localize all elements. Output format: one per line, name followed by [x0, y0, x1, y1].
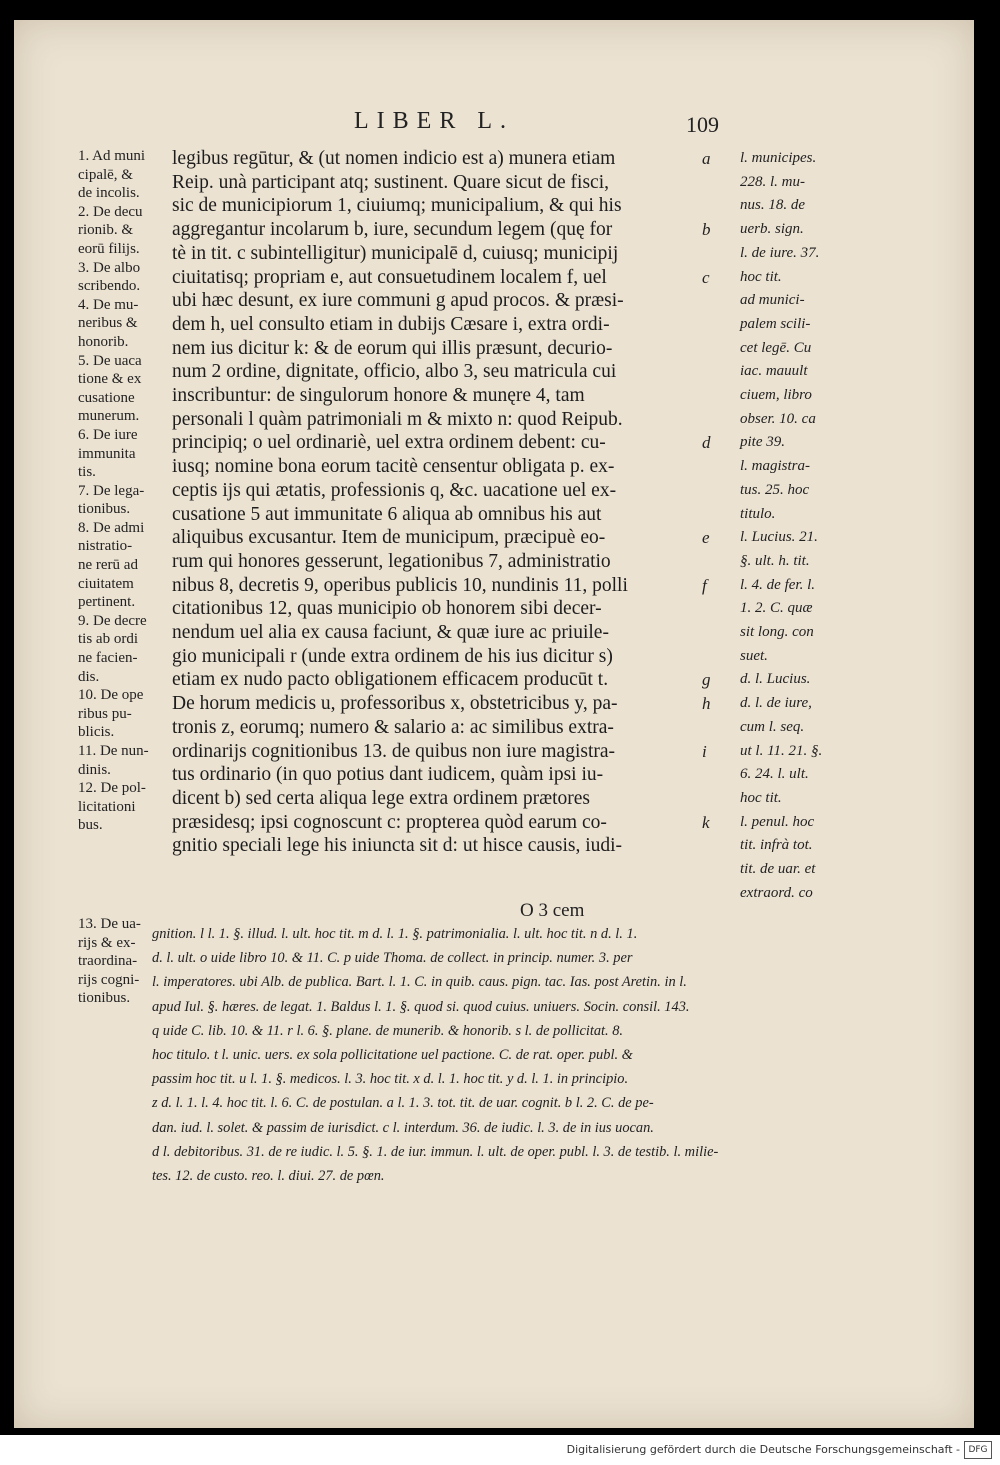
text-line: legibus regūtur, & (ut nomen indicio est a) munera etiam [172, 148, 616, 169]
text-line: citationibus 12, quas municipio ob honorem sibi decer- [172, 598, 602, 620]
right-margin-line: cum l. seq. [740, 718, 805, 735]
catchword: O 3 cem [520, 900, 585, 921]
text-line: tè in tit. c subintelligitur) municipalē d, cuiusq; municipij [172, 242, 619, 264]
note-letter: c [702, 267, 710, 287]
dfg-logo: DFG [964, 1441, 992, 1459]
right-margin-line: obser. 10. ca [740, 410, 816, 427]
left-margin-line: 8. De admi [78, 519, 145, 536]
right-margin-line: d. l. de iure, [740, 695, 812, 712]
right-margin-line: uerb. sign. [740, 221, 804, 238]
note-letter: i [702, 741, 707, 761]
text-line: nendum uel alia ex causa faciunt, & quæ iure ac priuile- [172, 622, 609, 644]
right-margin-line: l. penul. hoc [740, 813, 815, 830]
left-margin-line: tis ab ordi [78, 631, 138, 648]
note-letter [702, 408, 732, 432]
footnote-line: apud Iul. §. hæres. de legat. 1. Baldus l. 1. §. quod si. quod cuius. uniuers. Socin. consil. 143. [152, 998, 690, 1015]
text-line: sic de municipiorum 1, ciuiumq; municipalium, & qui his [172, 195, 622, 217]
note-letter [702, 787, 732, 811]
text-line: ciuitatisq; propriam e, aut consuetudinem localem f, uel [172, 266, 607, 288]
right-margin-line: ut l. 11. 21. §. [740, 742, 823, 759]
footnote-line: q uide C. lib. 10. & 11. r l. 6. §. plane. de munerib. & honorib. s l. de pollicitat. 8. [152, 1022, 624, 1039]
text-line: Reip. unà participant atq; sustinent. Quare sicut de fisci, [172, 171, 610, 193]
left-margin-line: pertinent. [78, 594, 136, 611]
left-margin-line: 2. De decu [78, 203, 143, 220]
note-letter [702, 313, 732, 337]
left-margin-line: scribendo. [78, 278, 141, 295]
right-margin-line: hoc tit. [740, 789, 782, 806]
left-margin-line: 12. De pol- [78, 780, 146, 797]
right-margin-line: 1. 2. C. quæ [740, 600, 813, 617]
note-letter: f [702, 575, 707, 595]
left-margin-line: licitationi [78, 798, 136, 815]
text-line: principiq; o uel ordinariè, uel extra ordinem debent: cu- [172, 432, 606, 454]
text-line: nibus 8, decretis 9, operibus publicis 10, nundinis 11, polli [172, 574, 628, 596]
text-line: gnitio speciali lege his iniuncta sit d: ut hisce causis, iudi- [172, 835, 623, 857]
right-margin-line: l. municipes. [740, 150, 817, 166]
right-margin-line: titulo. [740, 505, 776, 522]
text-line: cusatione 5 aut immunitate 6 aliqua ab omnibus his aut [172, 503, 602, 525]
left-margin-line: tionibus. [78, 501, 131, 518]
footnote-line: passim hoc tit. u l. 1. §. medicos. l. 3. hoc tit. x d. l. 1. hoc tit. y d. l. 1. in principio. [152, 1071, 629, 1088]
left-margin-line: tis. [78, 464, 96, 481]
note-letter [702, 645, 732, 669]
right-margin-line: sit long. con [740, 624, 814, 641]
right-margin-line: cet legē. Cu [740, 339, 812, 356]
note-letter [702, 503, 732, 527]
note-letter: b [702, 220, 711, 240]
text-line: aggregantur incolarum b, iure, secundum legem (quę for [172, 219, 613, 241]
right-margin-line: nus. 18. de [740, 197, 805, 214]
text-line: præsidesq; ipsi cognoscunt c: propterea quòd earum co- [172, 811, 607, 833]
right-margin-line: tit. de uar. et [740, 861, 816, 878]
note-letter [702, 550, 732, 574]
right-margin-line: l. 4. de fer. l. [740, 576, 815, 593]
main-text-block [172, 147, 712, 858]
text-line: num 2 ordine, dignitate, officio, albo 3, seu matricula cui [172, 361, 617, 383]
right-margin-notes [740, 147, 852, 906]
text-line: personali l quàm patrimoniali m & mixto n: quod Reipub. [172, 408, 623, 430]
right-margin-line: tit. infrà tot. [740, 837, 813, 854]
right-margin-line: hoc tit. [740, 268, 782, 285]
left-margin-line: 10. De ope [78, 687, 144, 704]
footnotes [152, 922, 832, 1188]
left-margin-line: 3. De albo [78, 259, 141, 276]
footer-credit: Digitalisierung gefördert durch die Deutsche Forschungsgemeinschaft - [566, 1443, 960, 1456]
note-letter [702, 289, 732, 313]
text-line: inscribuntur: de singulorum honore & munęre 4, tam [172, 385, 585, 407]
left-margin-line: cusatione [78, 389, 135, 406]
right-margin-line: suet. [740, 647, 768, 664]
footnote-line: tes. 12. de custo. reo. l. diui. 27. de pœn. [152, 1168, 385, 1185]
page-number: 109 [686, 112, 719, 137]
note-letter [702, 194, 732, 218]
left-margin-line: 9. De decre [78, 612, 147, 629]
left-margin-line: tione & ex [78, 371, 142, 388]
right-margin-line: l. magistra- [740, 458, 811, 475]
left-margin-line: rijs cogni- [78, 971, 140, 988]
note-letter: a [702, 149, 711, 168]
running-head: LIBER L. [354, 108, 514, 134]
note-letter: h [702, 694, 711, 714]
footnote-line: d l. debitoribus. 31. de re iudic. l. 5. §. 1. de iur. immun. l. ult. de oper. publ. l. 3. de testib. l. milie- [152, 1143, 719, 1160]
right-margin-line: extraord. co [740, 884, 813, 901]
text-line: dem h, uel consulto etiam in dubijs Cæsare i, extra ordi- [172, 313, 610, 335]
text-line: tronis z, eorumq; numero & salario a: ac similibus extra- [172, 716, 614, 738]
right-margin-line: §. ult. h. tit. [740, 552, 810, 569]
footnote-line: dan. iud. l. solet. & passim de iurisdict. c l. interdum. 36. de iudic. l. 3. de in ius uocan. [152, 1119, 654, 1136]
left-margin-line: rijs & ex- [78, 934, 136, 951]
note-letter [702, 597, 732, 621]
right-margin-line: tus. 25. hoc [740, 481, 810, 498]
right-margin-line: l. de iure. 37. [740, 244, 820, 261]
right-margin-line: pite 39. [740, 434, 785, 451]
note-letter [702, 337, 732, 361]
left-margin-line: 13. De ua- [78, 916, 141, 932]
left-margin-line: ne rerū ad [78, 557, 138, 574]
text-line: dicent b) sed certa aliqua lege extra ordinem prætores [172, 787, 590, 809]
note-letter [702, 360, 732, 384]
note-letter: d [702, 433, 711, 453]
left-margin-line: rionib. & [78, 222, 133, 239]
text-line: nem ius dicitur k: & de eorum qui illis præsunt, decurio- [172, 337, 613, 359]
footnote-line: gnition. l l. 1. §. illud. l. ult. hoc tit. m d. l. 1. §. patrimonialia. l. ult. hoc tit. n d. l. 1. [152, 926, 638, 942]
note-letter [702, 479, 732, 503]
footnote-line: hoc titulo. t l. unic. uers. ex sola pollicitatione uel pactione. C. de rat. oper. publ. & [152, 1047, 633, 1064]
footnote-line: l. imperatores. ubi Alb. de publica. Bart. l. 1. C. in quib. caus. pign. tac. Ias. post Aretin. in l. [152, 974, 687, 991]
left-margin-line: dinis. [78, 761, 111, 778]
left-margin-line: 4. De mu- [78, 296, 139, 313]
left-margin-line: de incolis. [78, 185, 140, 202]
note-letter [702, 171, 732, 195]
right-margin-line: l. Lucius. 21. [740, 529, 818, 546]
left-margin-line: immunita [78, 445, 136, 462]
note-letter [702, 384, 732, 408]
left-margin-line: nistratio- [78, 538, 133, 555]
left-margin-line: 6. De iure [78, 426, 138, 443]
footnote-line: z d. l. 1. l. 4. hoc tit. l. 6. C. de postulan. a l. 1. 3. tot. tit. de uar. cognit. b l. 2. C. de pe- [152, 1095, 654, 1112]
left-margin-line: 11. De nun- [78, 743, 149, 759]
note-letter [702, 763, 732, 787]
digitization-footer [0, 1435, 1000, 1465]
left-margin-line: neribus & [78, 315, 138, 332]
text-line: ceptis ijs qui ætatis, professionis q, &c. uacatione uel ex- [172, 479, 617, 501]
text-line: ordinarijs cognitionibus 13. de quibus non iure magistra- [172, 740, 616, 762]
right-margin-line: 228. l. mu- [740, 173, 805, 190]
text-line: tus ordinario (in quo potius dant iudicem, quàm ipsi iu- [172, 764, 604, 786]
note-letter: g [702, 670, 711, 690]
left-margin-line: blicis. [78, 724, 115, 741]
left-margin-line: ciuitatem [78, 575, 134, 592]
text-line: ubi hæc desunt, ex iure communi g apud procos. & præsi- [172, 290, 624, 312]
footnote-line: d. l. ult. o uide libro 10. & 11. C. p uide Thoma. de collect. in princip. numer. 3. per [152, 950, 633, 967]
left-margin-line: munerum. [78, 408, 140, 425]
note-letter: e [702, 528, 710, 548]
left-margin-line: tionibus. [78, 990, 131, 1007]
text-line: iusq; nomine bona eorum tacitè censentur obligata p. ex- [172, 456, 615, 478]
left-margin-line: ribus pu- [78, 705, 132, 722]
note-letter [702, 242, 732, 266]
note-letter [702, 621, 732, 645]
left-margin-line: bus. [78, 817, 103, 834]
left-margin-line: ne facien- [78, 650, 138, 667]
text-line: gio municipali r (unde extra ordinem de his ius dicitur s) [172, 645, 613, 667]
right-margin-line: d. l. Lucius. [740, 671, 811, 688]
note-letter [702, 716, 732, 740]
left-margin-line: 1. Ad muni [78, 148, 146, 164]
right-margin-letters [702, 147, 732, 834]
text-line: aliquibus excusantur. Item de municipum, præcipuè eo- [172, 527, 606, 549]
text-line: etiam ex nudo pacto obligationem efficacem producūt t. [172, 669, 609, 691]
right-margin-line: palem scili- [740, 315, 811, 332]
right-margin-line: ciuem, libro [740, 387, 812, 404]
text-line: De horum medicis u, professoribus x, obstetricibus y, pa- [172, 693, 618, 715]
left-margin-notes-continued [78, 915, 150, 1008]
right-margin-line: 6. 24. l. ult. [740, 766, 809, 783]
left-margin-line: 5. De uaca [78, 352, 142, 369]
note-letter: k [702, 812, 710, 832]
left-margin-line: 7. De lega- [78, 482, 145, 499]
left-margin-line: cipalē, & [78, 166, 133, 183]
left-margin-line: traordina- [78, 953, 138, 970]
right-margin-line: iac. mauult [740, 363, 808, 380]
left-margin-notes [78, 147, 170, 835]
right-margin-line: ad munici- [740, 292, 805, 309]
text-line: rum qui honores gesserunt, legationibus 7, administratio [172, 550, 611, 572]
left-margin-line: dis. [78, 668, 100, 685]
left-margin-line: honorib. [78, 333, 129, 350]
note-letter [702, 455, 732, 479]
left-margin-line: eorū filijs. [78, 240, 140, 257]
